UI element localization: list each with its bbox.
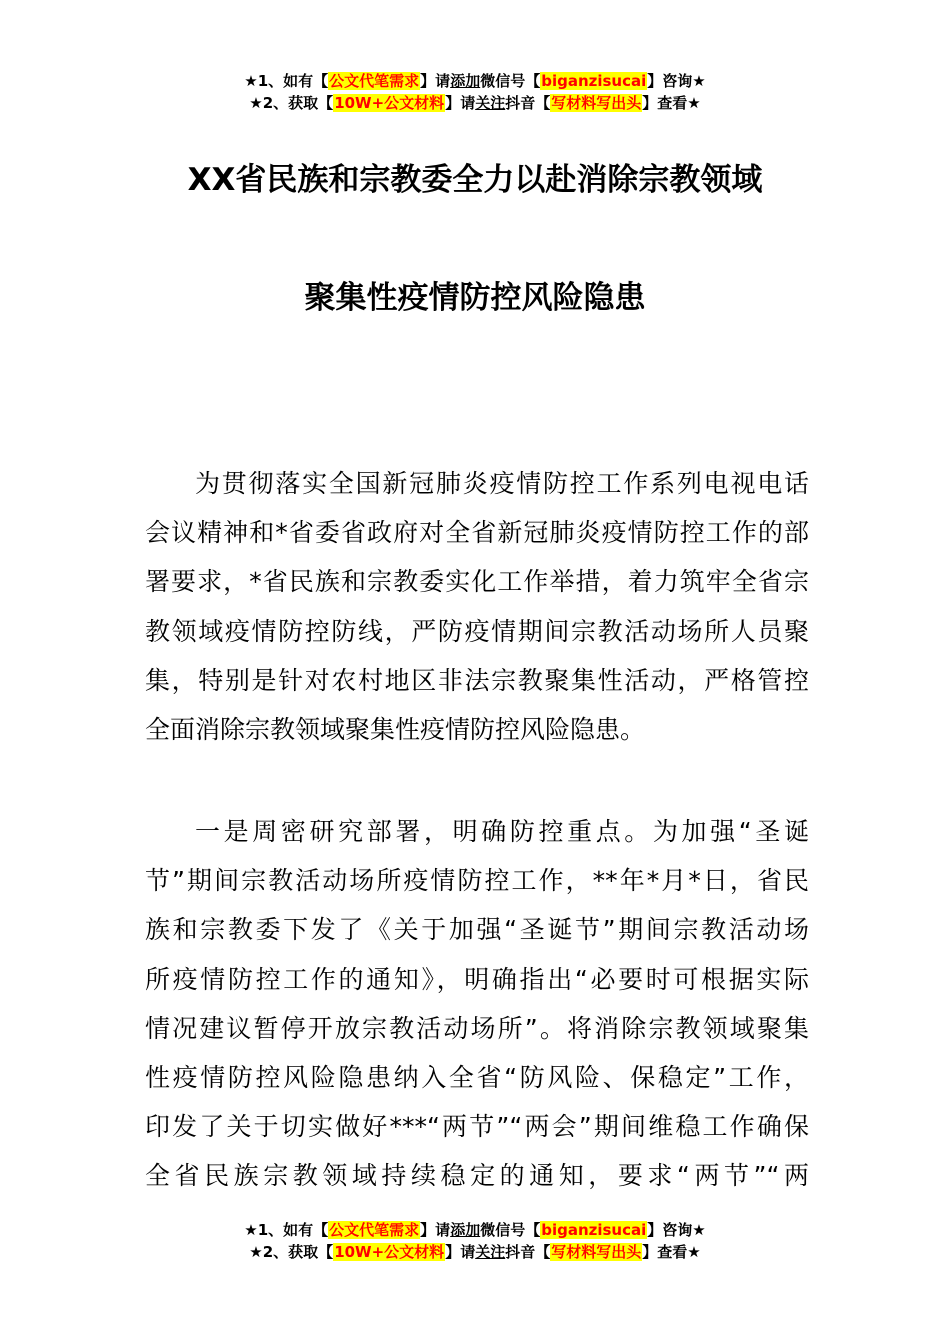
banner-text: 微信号【 <box>480 1221 541 1239</box>
header-banner <box>0 70 950 114</box>
banner-line-2 <box>0 1241 950 1263</box>
banner-text: 】请 <box>420 72 451 90</box>
banner-text: 抖音【 <box>505 1243 551 1261</box>
banner-underline: 添加 <box>450 72 481 90</box>
banner-text: ★1、如有【 <box>244 72 329 90</box>
text-line: 全面消除宗教领域聚集性疫情防控风险隐患。 <box>145 714 646 744</box>
banner-line-1 <box>0 70 950 92</box>
text-line: 情况建议暂停开放宗教活动场所”。将消除宗教领域聚集 <box>145 1013 809 1043</box>
paragraph-intro <box>145 459 809 754</box>
text-line: 会议精神和*省委省政府对全省新冠肺炎疫情防控工作的部 <box>145 518 809 548</box>
banner-line-1 <box>0 1219 950 1241</box>
banner-text: 】咨询★ <box>647 72 706 90</box>
paragraph-point-one <box>145 807 809 1201</box>
banner-text: ★2、获取【 <box>249 1243 334 1261</box>
banner-highlight: 10W+公文材料 <box>334 94 445 112</box>
banner-text: 】查看★ <box>642 94 701 112</box>
text-line: 印发了关于切实做好***“两节”“两会”期间维稳工作确保 <box>145 1112 809 1142</box>
banner-text: 抖音【 <box>505 94 551 112</box>
banner-text: 】咨询★ <box>647 1221 706 1239</box>
banner-highlight: 公文代笔需求 <box>329 72 420 90</box>
text-line: 署要求，*省民族和宗教委实化工作举措，着力筑牢全省宗 <box>145 567 809 597</box>
banner-underline: 添加 <box>450 1221 481 1239</box>
banner-text: ★1、如有【 <box>244 1221 329 1239</box>
banner-text: 】请 <box>420 1221 451 1239</box>
banner-underline: 关注 <box>475 94 506 112</box>
banner-text: 】请 <box>445 1243 476 1261</box>
banner-text: 微信号【 <box>480 72 541 90</box>
banner-line-2 <box>0 92 950 114</box>
text-line: 为贯彻落实全国新冠肺炎疫情防控工作系列电视电话 <box>195 469 809 498</box>
banner-text: ★2、获取【 <box>249 94 334 112</box>
banner-highlight: 10W+公文材料 <box>334 1243 445 1261</box>
text-line: 族和宗教委下发了《关于加强“圣诞节”期间宗教活动场 <box>145 915 809 945</box>
banner-text: 】请 <box>445 94 476 112</box>
text-line: 集，特别是针对农村地区非法宗教聚集性活动，严格管控 <box>145 665 809 695</box>
banner-highlight: 写材料写出头 <box>551 1243 642 1261</box>
banner-highlight: biganzisucai <box>541 72 647 90</box>
text-line: 所疫情防控工作的通知》，明确指出“必要时可根据实际 <box>145 964 809 994</box>
document-title-line-1: XX省民族和宗教委全力以赴消除宗教领域 <box>187 162 763 198</box>
text-line: 节”期间宗教活动场所疫情防控工作，**年*月*日，省民 <box>145 866 809 896</box>
banner-text: 】查看★ <box>642 1243 701 1261</box>
banner-highlight: 写材料写出头 <box>551 94 642 112</box>
document-title-line-2: 聚集性疫情防控风险隐患 <box>304 280 646 316</box>
footer-banner <box>0 1219 950 1263</box>
banner-highlight: biganzisucai <box>541 1221 647 1239</box>
text-line: 性疫情防控风险隐患纳入全省“防风险、保稳定”工作， <box>145 1062 809 1092</box>
banner-underline: 关注 <box>475 1243 506 1261</box>
text-line: 全省民族宗教领域持续稳定的通知，要求“两节”“两 <box>145 1161 809 1191</box>
text-line: 教领域疫情防控防线，严防疫情期间宗教活动场所人员聚 <box>145 616 809 646</box>
banner-highlight: 公文代笔需求 <box>329 1221 420 1239</box>
text-line: 一是周密研究部署，明确防控重点。为加强“圣诞 <box>195 817 809 846</box>
